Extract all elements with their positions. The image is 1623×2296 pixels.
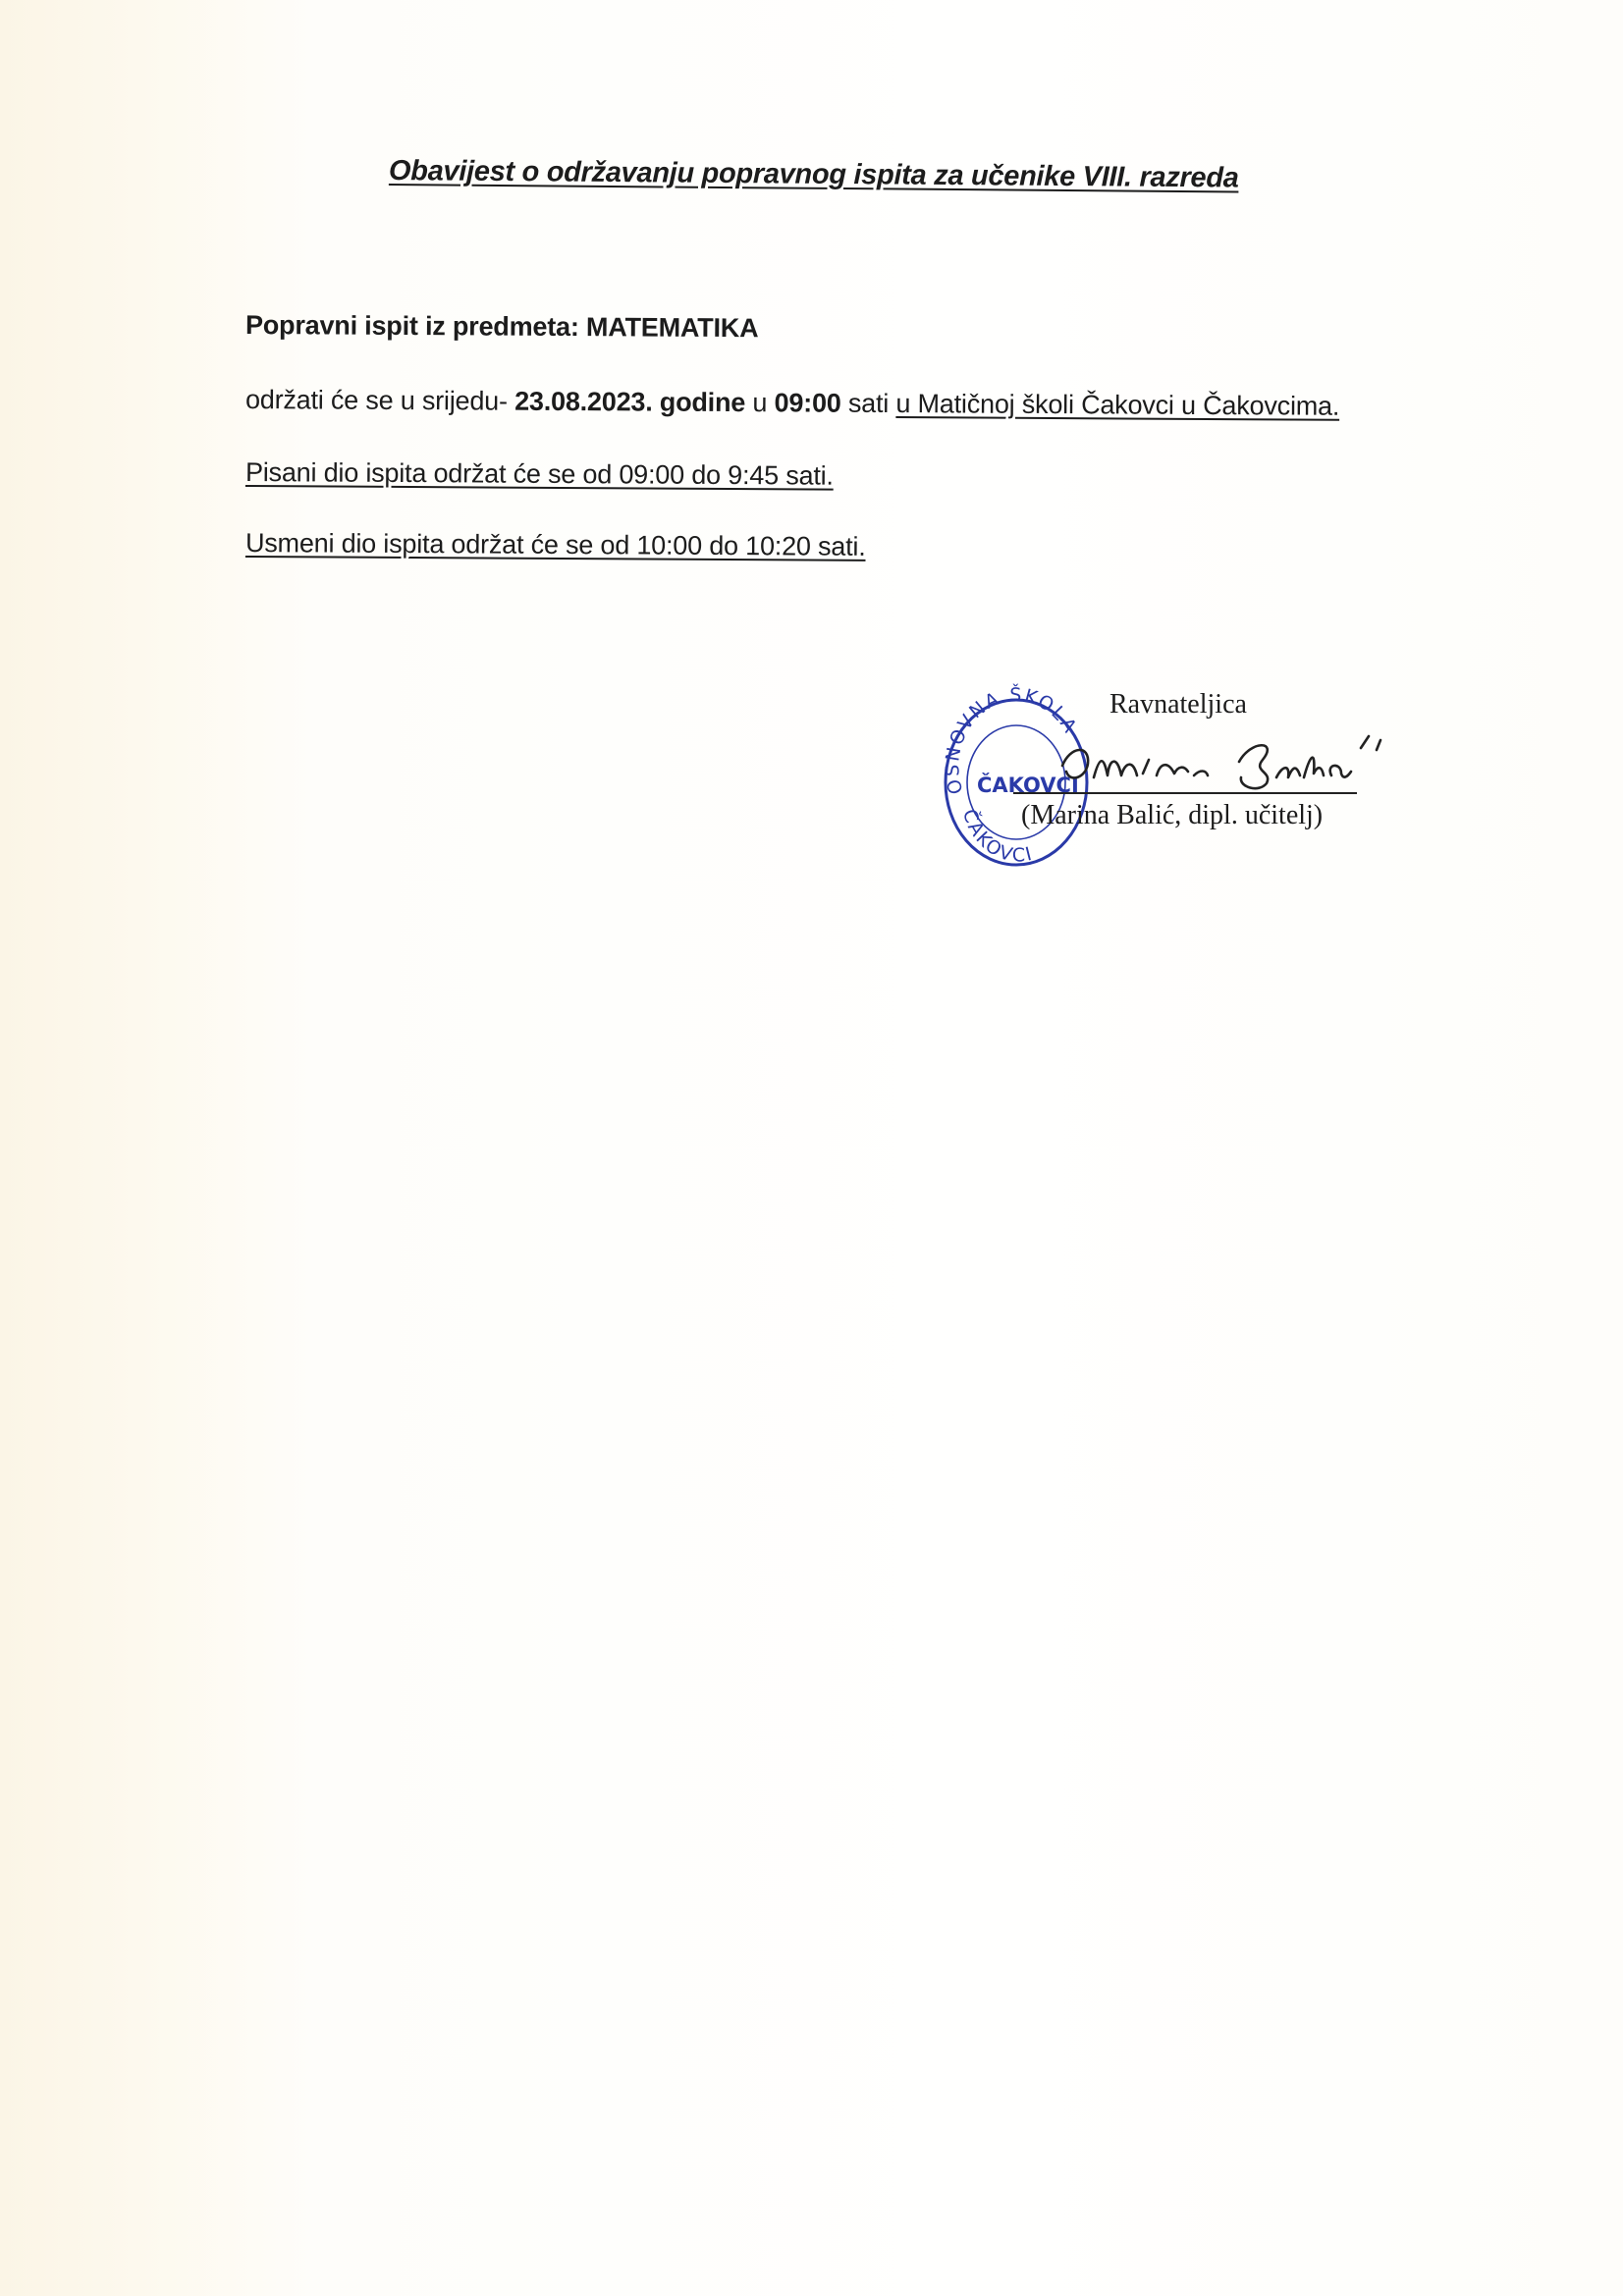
stamp-bottom-text: ČAKOVCI [957,806,1036,867]
date-sati: sati [840,388,896,419]
written-part-line: Pisani dio ispita održat će se od 09:00 do 9:45 sati. [244,457,834,491]
date-connector: u [745,388,775,418]
exam-time: 09:00 [774,388,841,418]
oral-part-line: Usmeni dio ispita održat će se od 10:00 do 10:20 sati. [244,528,866,561]
exam-date: 23.08.2023. godine [514,386,746,418]
signatory-role: Ravnateljica [1109,689,1247,720]
stamp-outer-text: OSNOVNA ŠKOLA [942,684,1082,797]
notice-title: Obavijest o održavanju popravnog ispita za učenike VIII. razreda [388,155,1239,194]
signature-line [1013,792,1357,794]
subject-line: Popravni ispit iz predmeta: MATEMATIKA [244,310,759,344]
stamp-center-text: ČAKOVCI [977,774,1079,797]
date-prefix: održati će se u srijedu- [244,385,515,416]
signatory-name: (Marina Balić, dipl. učitelj) [1021,800,1324,830]
exam-location: u Matičnoj školi Čakovci u Čakovcima. [895,389,1340,421]
